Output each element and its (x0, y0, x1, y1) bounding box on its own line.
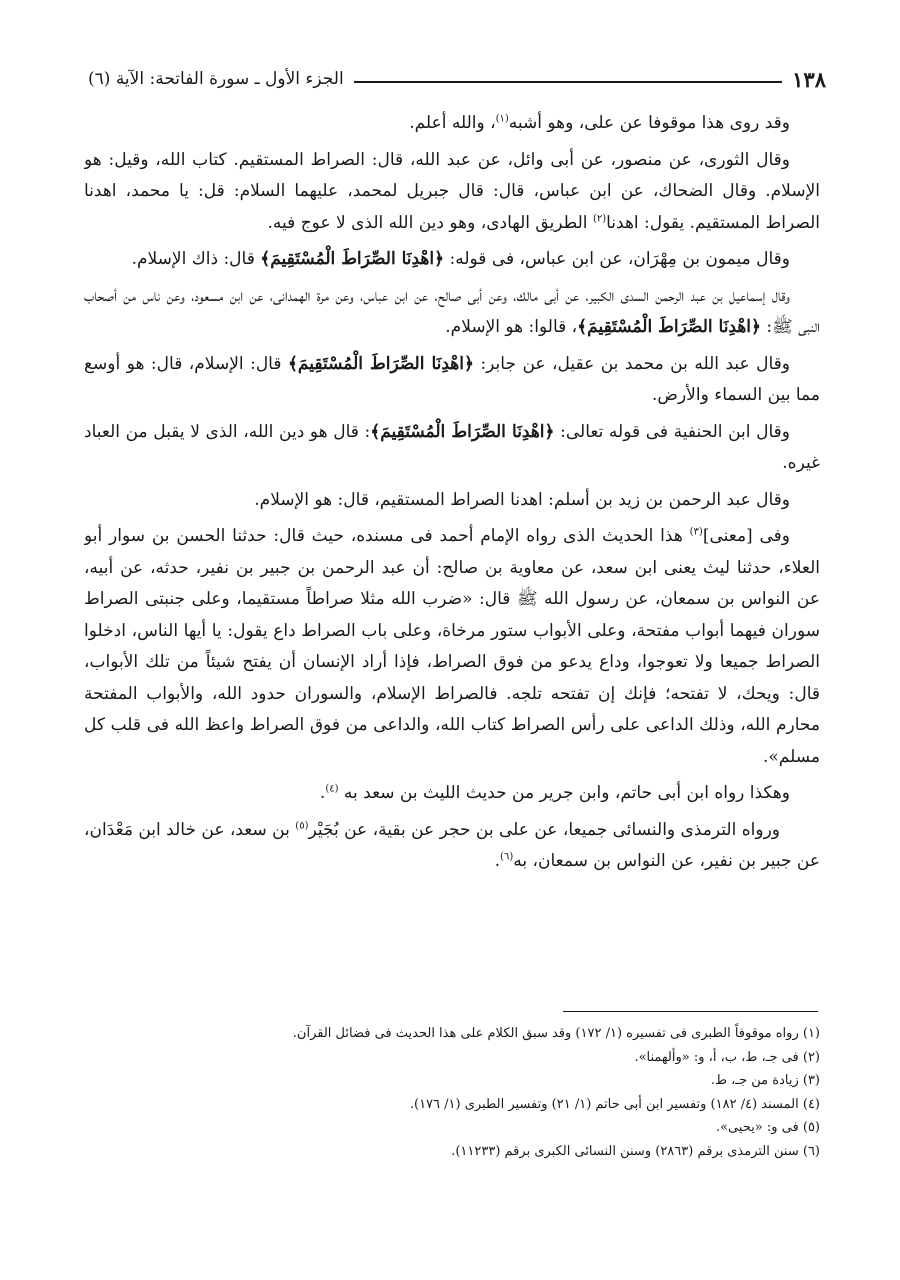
footnote: (١) رواه موقوفاً الطبرى فى تفسيره (١/ ١٧٢) وقد سبق الكلام على هذا الحديث فى فضائل القرآن. (292, 1026, 820, 1041)
footnote-separator (563, 1011, 818, 1012)
footnote-ref: (٦) (500, 851, 514, 863)
footnote: (٥) فى و: «يحيى». (715, 1120, 820, 1135)
quran-verse: ﴿اهْدِنَا الصِّرَاطَ الْمُسْتَقِيمَ﴾ (370, 421, 555, 442)
footnote-ref: (٣) (689, 526, 703, 538)
running-title: الجزء الأول ـ سورة الفاتحة: الآية (٦) (88, 69, 344, 89)
text-run: . (494, 851, 501, 871)
footnote: (٣) زيادة من جـ، ط. (710, 1073, 820, 1088)
footnote: (٦) سنن الترمذى برقم (٢٨٦٣) وسنن النسائى الكبرى برقم (١١٢٣٣). (451, 1143, 820, 1159)
text-run: وقال ابن الحنفية فى قوله تعالى: (554, 421, 790, 442)
paragraph (84, 281, 820, 344)
text-run: ، قالوا: هو الإسلام. (445, 317, 578, 337)
text-run: هذا الحديث الذى رواه الإمام أحمد فى مسنده، حيث قال: حدثنا الحسن بن سوار أبو العلاء، حدثنا ليث يعنى ابن سعد، عن معاوية بن صالح: أن عبد الرحمن بن جبير بن نفير، حدثه، عن أبيه، عن النواس بن سمعان، عن رسول الله ﷺ قال: «ضرب الله مثلا صراطاً مستقيما، وعلى جنبتى الصراط سوران فيهما أبواب مفتحة، وعلى الأبواب ستور مرخاة، وعلى باب الصراط داع يقول: يا أيها الناس، ادخلوا الصراط جميعا ولا تعوجوا، وداع يدعو من فوق الصراط، فإذا أراد الإنسان أن يفتح شيئاً من تلك الأبواب، قال: ويحك، لا تفتحه؛ فإنك إن تفتحه تلجه. فالصراط الإسلام، والسوران حدود الله، والأبواب المفتحة محارم الله، وذلك الداعى على رأس الصراط كتاب الله، والداعى من فوق الصراط واعظ الله فى قلب كل مسلم». (84, 526, 820, 767)
main-text (84, 108, 820, 978)
text-run: وقال ميمون بن مِهْرَان، عن ابن عباس، فى قوله: (444, 249, 790, 269)
text-run: قال: ذاك الإسلام. (131, 249, 261, 269)
quran-verse: ﴿اهْدِنَا الصِّرَاطَ الْمُسْتَقِيمَ﴾ (577, 317, 761, 337)
text-run: وقال عبد الله بن محمد بن عقيل، عن جابر: (473, 353, 790, 374)
text-run: . (319, 783, 326, 803)
paragraph (84, 108, 820, 140)
text-run: : قال هو دين الله، الذى لا يقبل من العباد غيره. (84, 421, 820, 473)
footnotes (180, 1022, 820, 1163)
text-run: وقال الثورى، عن منصور، عن أبى وائل، عن عبد الله، قال: الصراط المستقيم. كتاب الله، وقيل: هو الإسلام. وقال الضحاك، عن ابن عباس، قال: قال جبريل لمحمد، عليهما السلام: قل: يا محمد، اهدنا الصراط المستقيم. يقول: اهدنا (84, 149, 820, 233)
paragraph (84, 815, 820, 878)
text-run: وقال إسماعيل بن عبد الرحمن السدى الكبير، عن أبى مالك، وعن أبى صالح، عن ابن عباس، وعن مرة الهمدانى، عن ابن مسعود، وعن ناس من أصحاب النبى ﷺ: (84, 285, 820, 337)
quran-verse: ﴿اهْدِنَا الصِّرَاطَ الْمُسْتَقِيمَ﴾ (287, 353, 474, 374)
text-run: وقال عبد الرحمن بن زيد بن أسلم: اهدنا الصراط المستقيم، قال: هو الإسلام. (254, 489, 790, 510)
paragraph (84, 521, 820, 773)
text-run: الطريق الهادى، وهو دين الله الذى لا عوج فيه. (267, 212, 593, 233)
text-run: ، والله أعلم. (409, 113, 496, 133)
text-run: وفى [معنى] (702, 526, 791, 546)
paragraph (84, 417, 820, 480)
paragraph (84, 778, 820, 810)
footnote-ref: (٤) (325, 783, 339, 795)
text-run: ورواه الترمذى والنسائى جميعا، عن على بن حجر عن بقية، عن بُجَيْر (308, 819, 780, 840)
text-run: بن سعد، عن خالد ابن مَعْدَان، عن جبير بن نفير، عن النواس بن سمعان، به (84, 819, 820, 871)
header-rule (354, 81, 782, 83)
footnote-ref: (٥) (295, 819, 309, 831)
quran-verse: ﴿اهْدِنَا الصِّرَاطَ الْمُسْتَقِيمَ﴾ (260, 249, 445, 269)
paragraph (84, 244, 820, 276)
text-run: قال: الإسلام، قال: هو أوسع مما بين السماء والأرض. (84, 353, 820, 405)
page-number: ١٣٨ (792, 66, 826, 92)
paragraph (84, 485, 820, 517)
footnote: (٢) فى جـ، ط، ب، أ، و: «وألهمنا». (634, 1049, 820, 1065)
text-run: وهكذا رواه ابن أبى حاتم، وابن جرير من حديث الليث بن سعد به (338, 783, 790, 803)
footnote-ref: (٢) (592, 212, 607, 224)
footnote: (٤) المسند (٤/ ١٨٢) وتفسير ابن أبى حاتم (١/ ٢١) وتفسير الطبرى (١/ ١٧٦). (409, 1096, 820, 1112)
paragraph (84, 145, 820, 240)
running-header (88, 64, 826, 94)
paragraph (84, 349, 820, 412)
text-run: وقد روى هذا موقوفا عن على، وهو أشبه (508, 113, 790, 133)
footnote-ref: (١) (495, 113, 509, 125)
